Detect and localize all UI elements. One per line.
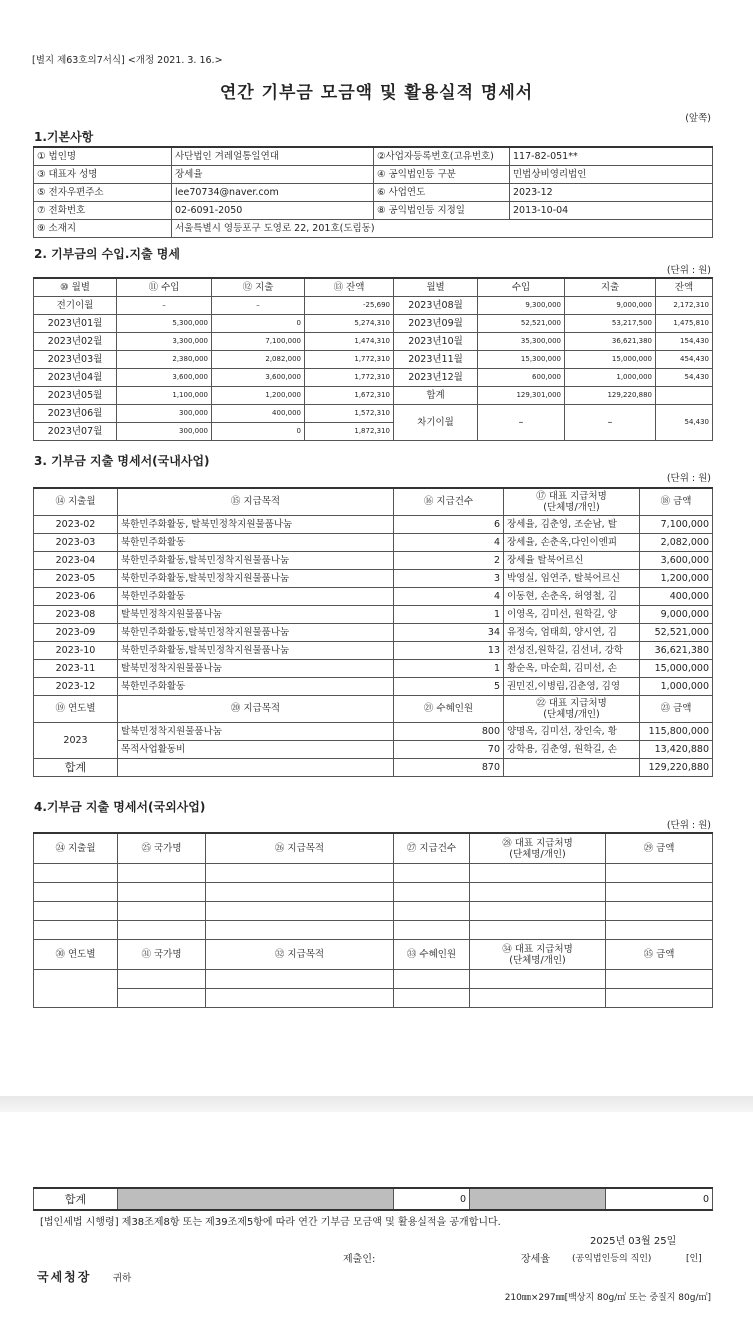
cell: 115,800,000 [640, 723, 713, 741]
cell: 1,200,000 [212, 387, 305, 405]
cell: 2023-11 [34, 660, 118, 678]
cell: 13 [394, 642, 504, 660]
column-header: ⑱ 금액 [640, 488, 713, 516]
column-header: ㉛ 국가명 [118, 940, 206, 970]
cell: 북한민주화활동,탈북민정착지원물품나눔 [118, 552, 394, 570]
cell: 6 [394, 516, 504, 534]
cell: 2023년02월 [34, 333, 117, 351]
table-row [34, 970, 713, 989]
submitter-role: (공익법인등의 직인) [572, 1254, 652, 1264]
cell: 2023년08월 [394, 297, 478, 315]
table-row [34, 570, 713, 588]
cell: 2023년04월 [34, 369, 117, 387]
column-header [470, 833, 606, 864]
cell: 1,772,310 [305, 369, 394, 387]
cell: 2023-09 [34, 624, 118, 642]
total-label: 합계 [34, 759, 118, 777]
cell: 7,100,000 [640, 516, 713, 534]
header-line: (단체명/개인) [509, 848, 566, 860]
cell: 1,475,810 [656, 315, 713, 333]
cell: 북한민주화활동 [118, 534, 394, 552]
cell: 2023년12월 [394, 369, 478, 387]
table-row [34, 723, 713, 741]
cell: 9,300,000 [478, 297, 565, 315]
table-row [34, 351, 713, 369]
cell: 2,380,000 [117, 351, 212, 369]
table-row [34, 606, 713, 624]
cell: 1 [394, 606, 504, 624]
cell: 5 [394, 678, 504, 696]
cell: 1,100,000 [117, 387, 212, 405]
table-row [34, 624, 713, 642]
cell: 1,200,000 [640, 570, 713, 588]
cell: 400,000 [640, 588, 713, 606]
field-value: 2013-10-04 [510, 202, 713, 220]
field-label: ⑦ 전화번호 [34, 202, 172, 220]
cell: 300,000 [117, 423, 212, 441]
field-label: ③ 대표자 성명 [34, 166, 172, 184]
cell: 0 [212, 315, 305, 333]
column-header: 잔액 [656, 278, 713, 297]
cell: 15,000,000 [565, 351, 656, 369]
column-header: ⑬ 잔액 [305, 278, 394, 297]
table-row [34, 369, 713, 387]
header-line: (단체명/개인) [509, 954, 566, 966]
domestic-expense-table [33, 487, 713, 777]
field-value: 02-6091-2050 [172, 202, 374, 220]
table-row [34, 405, 713, 423]
column-header [470, 940, 606, 970]
recipient-agency: 국세청장 [37, 1270, 92, 1284]
cell: 이영옥, 김미선, 원학길, 양 [504, 606, 640, 624]
overseas-total-table [33, 1187, 713, 1211]
column-header: ㉖ 지급목적 [206, 833, 394, 864]
cell: 2,082,000 [640, 534, 713, 552]
header-line: ⑰ 대표 지급처명 [536, 491, 607, 502]
cell: 2,172,310 [656, 297, 713, 315]
cell: 454,430 [656, 351, 713, 369]
cell: 2023-02 [34, 516, 118, 534]
column-header: ⑩ 월별 [34, 278, 117, 297]
cell: 35,300,000 [478, 333, 565, 351]
cell: 5,274,310 [305, 315, 394, 333]
cell: 양명옥, 김미선, 장인숙, 황 [504, 723, 640, 741]
cell: 2023-04 [34, 552, 118, 570]
cell: 장세율 탈북어르신 [504, 552, 640, 570]
cell: 400,000 [212, 405, 305, 423]
field-value: 민법상비영리법인 [510, 166, 713, 184]
cell: 129,301,000 [478, 387, 565, 405]
field-value: 장세율 [172, 166, 374, 184]
cell: 목적사업활동비 [118, 741, 394, 759]
cell: 유정숙, 엄태희, 양시연, 김 [504, 624, 640, 642]
table-row [34, 678, 713, 696]
cell: 북한민주화활동, 탈북민정착지원물품나눔 [118, 516, 394, 534]
cell: 권민진,이병림,김춘영, 김영 [504, 678, 640, 696]
cell: 52,521,000 [640, 624, 713, 642]
table-row [34, 220, 713, 238]
column-header: 월별 [394, 278, 478, 297]
basic-info-table [33, 146, 713, 238]
table-header-row [34, 696, 713, 723]
table-row [34, 516, 713, 534]
cell: 54,430 [656, 369, 713, 387]
cell: 2023년05월 [34, 387, 117, 405]
cell: 7,100,000 [212, 333, 305, 351]
table-header-row [34, 833, 713, 864]
cell: 2023-12 [34, 678, 118, 696]
cell: 4 [394, 534, 504, 552]
cell: 북한민주화활동,탈북민정착지원물품나눔 [118, 570, 394, 588]
cell: 154,430 [656, 333, 713, 351]
address-value: 서울특별시 영등포구 도영로 22, 201호(도림동) [172, 220, 713, 238]
form-label: [별지 제63호의7서식] <개정 2021. 3. 16.> [32, 55, 223, 66]
column-header: ㉜ 지급목적 [206, 940, 394, 970]
legal-statement: [법인세법 시행령] 제38조제8항 또는 제39조제5항에 따라 연간 기부금 모금액 및 활용실적을 공개합니다. [40, 1217, 501, 1228]
cell: 1,772,310 [305, 351, 394, 369]
cell: 2023-10 [34, 642, 118, 660]
cell: 1,572,310 [305, 405, 394, 423]
cell: 15,300,000 [478, 351, 565, 369]
cell: 36,621,380 [640, 642, 713, 660]
column-header: ㉙ 금액 [606, 833, 713, 864]
column-header: 수입 [478, 278, 565, 297]
income-expense-table [33, 277, 713, 441]
cell: 탈북민정착지원물품나눔 [118, 660, 394, 678]
cell [656, 387, 713, 405]
cell: 1,000,000 [640, 678, 713, 696]
header-line: (단체명/개인) [543, 502, 600, 513]
cell: 300,000 [117, 405, 212, 423]
cell: 2023년11월 [394, 351, 478, 369]
seal-mark: [인] [686, 1254, 702, 1264]
field-value: 117-82-051** [510, 147, 713, 166]
cell: -25,690 [305, 297, 394, 315]
total-count: 870 [394, 759, 504, 777]
cell: 34 [394, 624, 504, 642]
table-row [34, 741, 713, 759]
column-header: ⑪ 수입 [117, 278, 212, 297]
column-header: ⑫ 지출 [212, 278, 305, 297]
table-row [34, 297, 713, 315]
column-header [504, 488, 640, 516]
cell: 15,000,000 [640, 660, 713, 678]
column-header [504, 696, 640, 723]
cell: 2023년10월 [394, 333, 478, 351]
total-row [34, 1188, 713, 1210]
cell: 강학용, 김춘영, 원학길, 손 [504, 741, 640, 759]
field-label: ⑤ 전자우편주소 [34, 184, 172, 202]
cell: 52,521,000 [478, 315, 565, 333]
table-row [34, 642, 713, 660]
cell: 3,600,000 [117, 369, 212, 387]
page-break [0, 1096, 753, 1112]
field-label: ① 법인명 [34, 147, 172, 166]
table-row [34, 166, 713, 184]
cell [118, 759, 394, 777]
shaded-cell [118, 1188, 394, 1210]
cell: 800 [394, 723, 504, 741]
column-header: ⑳ 지급목적 [118, 696, 394, 723]
table-row [34, 184, 713, 202]
column-header: ㉗ 지급건수 [394, 833, 470, 864]
table-row [34, 883, 713, 902]
table-row [34, 202, 713, 220]
cell: – [117, 297, 212, 315]
cell: 2023년06월 [34, 405, 117, 423]
column-header: ⑯ 지급건수 [394, 488, 504, 516]
cell: 2,082,000 [212, 351, 305, 369]
cell: 북한민주화활동,탈북민정착지원물품나눔 [118, 642, 394, 660]
section2-title: 2. 기부금의 수입.지출 명세 [34, 247, 180, 261]
header-line: (단체명/개인) [543, 709, 600, 720]
cell: 전성진,원학길, 김선녀, 강학 [504, 642, 640, 660]
cell: 1,474,310 [305, 333, 394, 351]
table-row [34, 333, 713, 351]
total-amount: 0 [606, 1188, 713, 1210]
cell: 9,000,000 [640, 606, 713, 624]
field-label: ⑥ 사업연도 [374, 184, 510, 202]
cell: 0 [212, 423, 305, 441]
page-side: (앞쪽) [685, 113, 711, 124]
cell: 1,872,310 [305, 423, 394, 441]
field-value: lee70734@naver.com [172, 184, 374, 202]
cell: – [565, 405, 656, 441]
table-row [34, 534, 713, 552]
field-label: ⑧ 공익법인등 지정일 [374, 202, 510, 220]
cell: 3,300,000 [117, 333, 212, 351]
cell: 70 [394, 741, 504, 759]
cell: 3,600,000 [212, 369, 305, 387]
cell: 탈북민정착지원물품나눔 [118, 606, 394, 624]
cell: 박영실, 임연주, 탈북어르신 [504, 570, 640, 588]
cell: 이동현, 손춘옥, 허영철, 김 [504, 588, 640, 606]
cell: 전기이월 [34, 297, 117, 315]
cell: 13,420,880 [640, 741, 713, 759]
cell: 2023-03 [34, 534, 118, 552]
table-header-row [34, 488, 713, 516]
table-row [34, 921, 713, 940]
column-header: ㉝ 수혜인원 [394, 940, 470, 970]
cell: 3,600,000 [640, 552, 713, 570]
field-value: 2023-12 [510, 184, 713, 202]
table-row [34, 989, 713, 1008]
table-row [34, 902, 713, 921]
cell: 장세율, 김춘영, 조순남, 탈 [504, 516, 640, 534]
cell: 2023년09월 [394, 315, 478, 333]
cell: 600,000 [478, 369, 565, 387]
cell: 합계 [394, 387, 478, 405]
section4-title: 4.기부금 지출 명세서(국외사업) [34, 800, 206, 814]
cell: 차기이월 [394, 405, 478, 441]
cell: 54,430 [656, 405, 713, 441]
unit-label: (단위 : 원) [666, 265, 711, 276]
section3-title: 3. 기부금 지출 명세서(국내사업) [34, 454, 210, 468]
cell: 2 [394, 552, 504, 570]
submitter-label: 제출인: [343, 1254, 376, 1265]
cell: 4 [394, 588, 504, 606]
cell: 2023-08 [34, 606, 118, 624]
cell: 129,220,880 [565, 387, 656, 405]
column-header: ⑲ 연도별 [34, 696, 118, 723]
cell: 1,672,310 [305, 387, 394, 405]
table-row [34, 387, 713, 405]
field-label: ②사업자등록번호(고유번호) [374, 147, 510, 166]
field-label: ④ 공익법인등 구분 [374, 166, 510, 184]
field-label: ⑨ 소재지 [34, 220, 172, 238]
total-label: 합계 [34, 1188, 118, 1210]
table-row [34, 864, 713, 883]
column-header: 지출 [565, 278, 656, 297]
cell: 2023년03월 [34, 351, 117, 369]
year-cell: 2023 [34, 723, 118, 759]
column-header: ㉟ 금액 [606, 940, 713, 970]
table-row [34, 660, 713, 678]
header-line: ㉒ 대표 지급처명 [536, 698, 607, 709]
table-header-row [34, 940, 713, 970]
column-header: ㉓ 금액 [640, 696, 713, 723]
cell: 북한민주화활동 [118, 678, 394, 696]
header-line: ㉘ 대표 지급처명 [502, 837, 573, 849]
shaded-cell [470, 1188, 606, 1210]
field-value: 사단법인 겨레얼통일연대 [172, 147, 374, 166]
cell: 북한민주화활동 [118, 588, 394, 606]
cell: 2023년07월 [34, 423, 117, 441]
cell: 장세율, 손춘옥,다인이엔피 [504, 534, 640, 552]
table-row [34, 147, 713, 166]
cell: 2023-06 [34, 588, 118, 606]
cell: 1,000,000 [565, 369, 656, 387]
cell: – [478, 405, 565, 441]
cell: 2023-05 [34, 570, 118, 588]
cell [504, 759, 640, 777]
cell: 탈북민정착지원물품나눔 [118, 723, 394, 741]
unit-label: (단위 : 원) [666, 473, 711, 484]
section1-title: 1.기본사항 [34, 130, 94, 144]
column-header: ㉚ 연도별 [34, 940, 118, 970]
total-count: 0 [394, 1188, 470, 1210]
total-row [34, 759, 713, 777]
overseas-expense-table [33, 832, 713, 1008]
cell: 53,217,500 [565, 315, 656, 333]
paper-spec: 210㎜×297㎜[백상지 80g/㎡ 또는 중질지 80g/㎡] [504, 1293, 711, 1303]
column-header: ㉑ 수혜인원 [394, 696, 504, 723]
cell: 36,621,380 [565, 333, 656, 351]
column-header: ⑭ 지출월 [34, 488, 118, 516]
recipient-suffix: 귀하 [113, 1273, 132, 1284]
document-title: 연간 기부금 모금액 및 활용실적 명세서 [219, 83, 534, 103]
unit-label: (단위 : 원) [666, 820, 711, 831]
table-row [34, 588, 713, 606]
column-header: ⑮ 지급목적 [118, 488, 394, 516]
cell: 5,300,000 [117, 315, 212, 333]
cell: 9,000,000 [565, 297, 656, 315]
submission-date: 2025년 03월 25일 [590, 1236, 677, 1247]
column-header: ㉕ 국가명 [118, 833, 206, 864]
cell: 황순옥, 마순희, 김미선, 손 [504, 660, 640, 678]
table-header-row [34, 278, 713, 297]
cell: 1 [394, 660, 504, 678]
table-row [34, 552, 713, 570]
cell: 2023년01월 [34, 315, 117, 333]
cell: – [212, 297, 305, 315]
column-header: ㉔ 지출월 [34, 833, 118, 864]
table-row [34, 315, 713, 333]
cell: 북한민주화활동,탈북민정착지원물품나눔 [118, 624, 394, 642]
total-amount: 129,220,880 [640, 759, 713, 777]
cell: 3 [394, 570, 504, 588]
header-line: ㉞ 대표 지급처명 [502, 943, 573, 955]
submitter-name: 장세율 [521, 1254, 550, 1265]
